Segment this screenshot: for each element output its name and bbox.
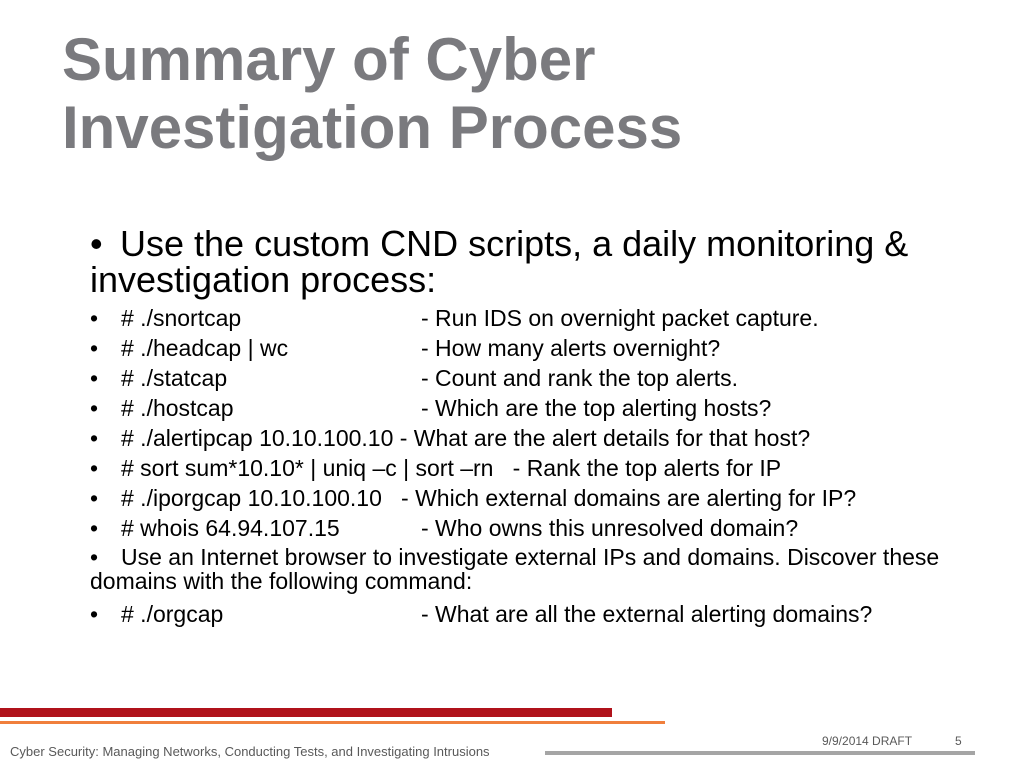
command-description: - Which are the top alerting hosts? xyxy=(421,395,772,421)
bullet-icon: • xyxy=(90,544,99,570)
page-number: 5 xyxy=(955,734,962,748)
bullet-icon: • xyxy=(90,485,99,511)
list-item xyxy=(90,303,1010,333)
footer-date-draft: 9/9/2014 DRAFT xyxy=(822,734,913,748)
command-description: - Who owns this unresolved domain? xyxy=(421,515,799,541)
footer-gray-bar xyxy=(545,751,975,755)
lead-text: Use the custom CND scripts, a daily monitoring & investigation process: xyxy=(90,223,909,300)
command-description: - Count and rank the top alerts. xyxy=(421,365,739,391)
command-text: # ./snortcap xyxy=(121,305,242,331)
bullet-icon: • xyxy=(90,425,99,451)
list-item xyxy=(90,393,1010,423)
list-item xyxy=(90,363,1010,393)
title-line-2: Investigation Process xyxy=(62,94,683,161)
command-description: - How many alerts overnight? xyxy=(421,335,721,361)
paragraph-text xyxy=(90,545,1010,593)
list-item xyxy=(90,513,1010,543)
command-line-text: # sort sum*10.10* | uniq –c | sort –rn - Rank the top alerts for IP xyxy=(121,455,782,481)
command-description: - Run IDS on overnight packet capture. xyxy=(421,305,819,331)
title-line-1: Summary of Cyber xyxy=(62,26,596,93)
footer-course-title: Cyber Security: Managing Networks, Conducting Tests, and Investigating Intrusions xyxy=(10,744,490,759)
bullet-icon: • xyxy=(90,455,99,481)
footer-orange-bar xyxy=(0,721,665,724)
command-line-text: # ./iporgcap 10.10.100.10 - Which external domains are alerting for IP? xyxy=(121,485,857,511)
list-item xyxy=(90,333,1010,363)
list-item xyxy=(90,599,1010,629)
command-text: # ./statcap xyxy=(121,365,228,391)
command-text: # ./hostcap xyxy=(121,395,234,421)
bullet-icon: • xyxy=(90,223,103,264)
bullet-icon: • xyxy=(90,365,99,391)
command-list xyxy=(90,303,1010,629)
command-text: # ./headcap | wc xyxy=(121,335,289,361)
slide-title xyxy=(62,26,962,162)
command-text: # ./orgcap xyxy=(121,601,224,627)
bullet-icon: • xyxy=(90,395,99,421)
list-item xyxy=(90,545,1010,593)
bullet-icon: • xyxy=(90,335,99,361)
list-item xyxy=(90,423,1010,453)
list-item xyxy=(90,453,1010,483)
command-text: # whois 64.94.107.15 xyxy=(121,515,340,541)
bullet-icon: • xyxy=(90,305,99,331)
command-line-text: # ./alertipcap 10.10.100.10 - What are the alert details for that host? xyxy=(121,425,811,451)
footer-red-bar xyxy=(0,708,612,717)
lead-bullet xyxy=(90,223,990,300)
command-description: - What are all the external alerting domains? xyxy=(421,601,873,627)
bullet-icon: • xyxy=(90,601,99,627)
bullet-icon: • xyxy=(90,515,99,541)
list-item xyxy=(90,483,1010,513)
browser-instruction: Use an Internet browser to investigate external IPs and domains. Discover these domains with the following command: xyxy=(90,544,940,594)
